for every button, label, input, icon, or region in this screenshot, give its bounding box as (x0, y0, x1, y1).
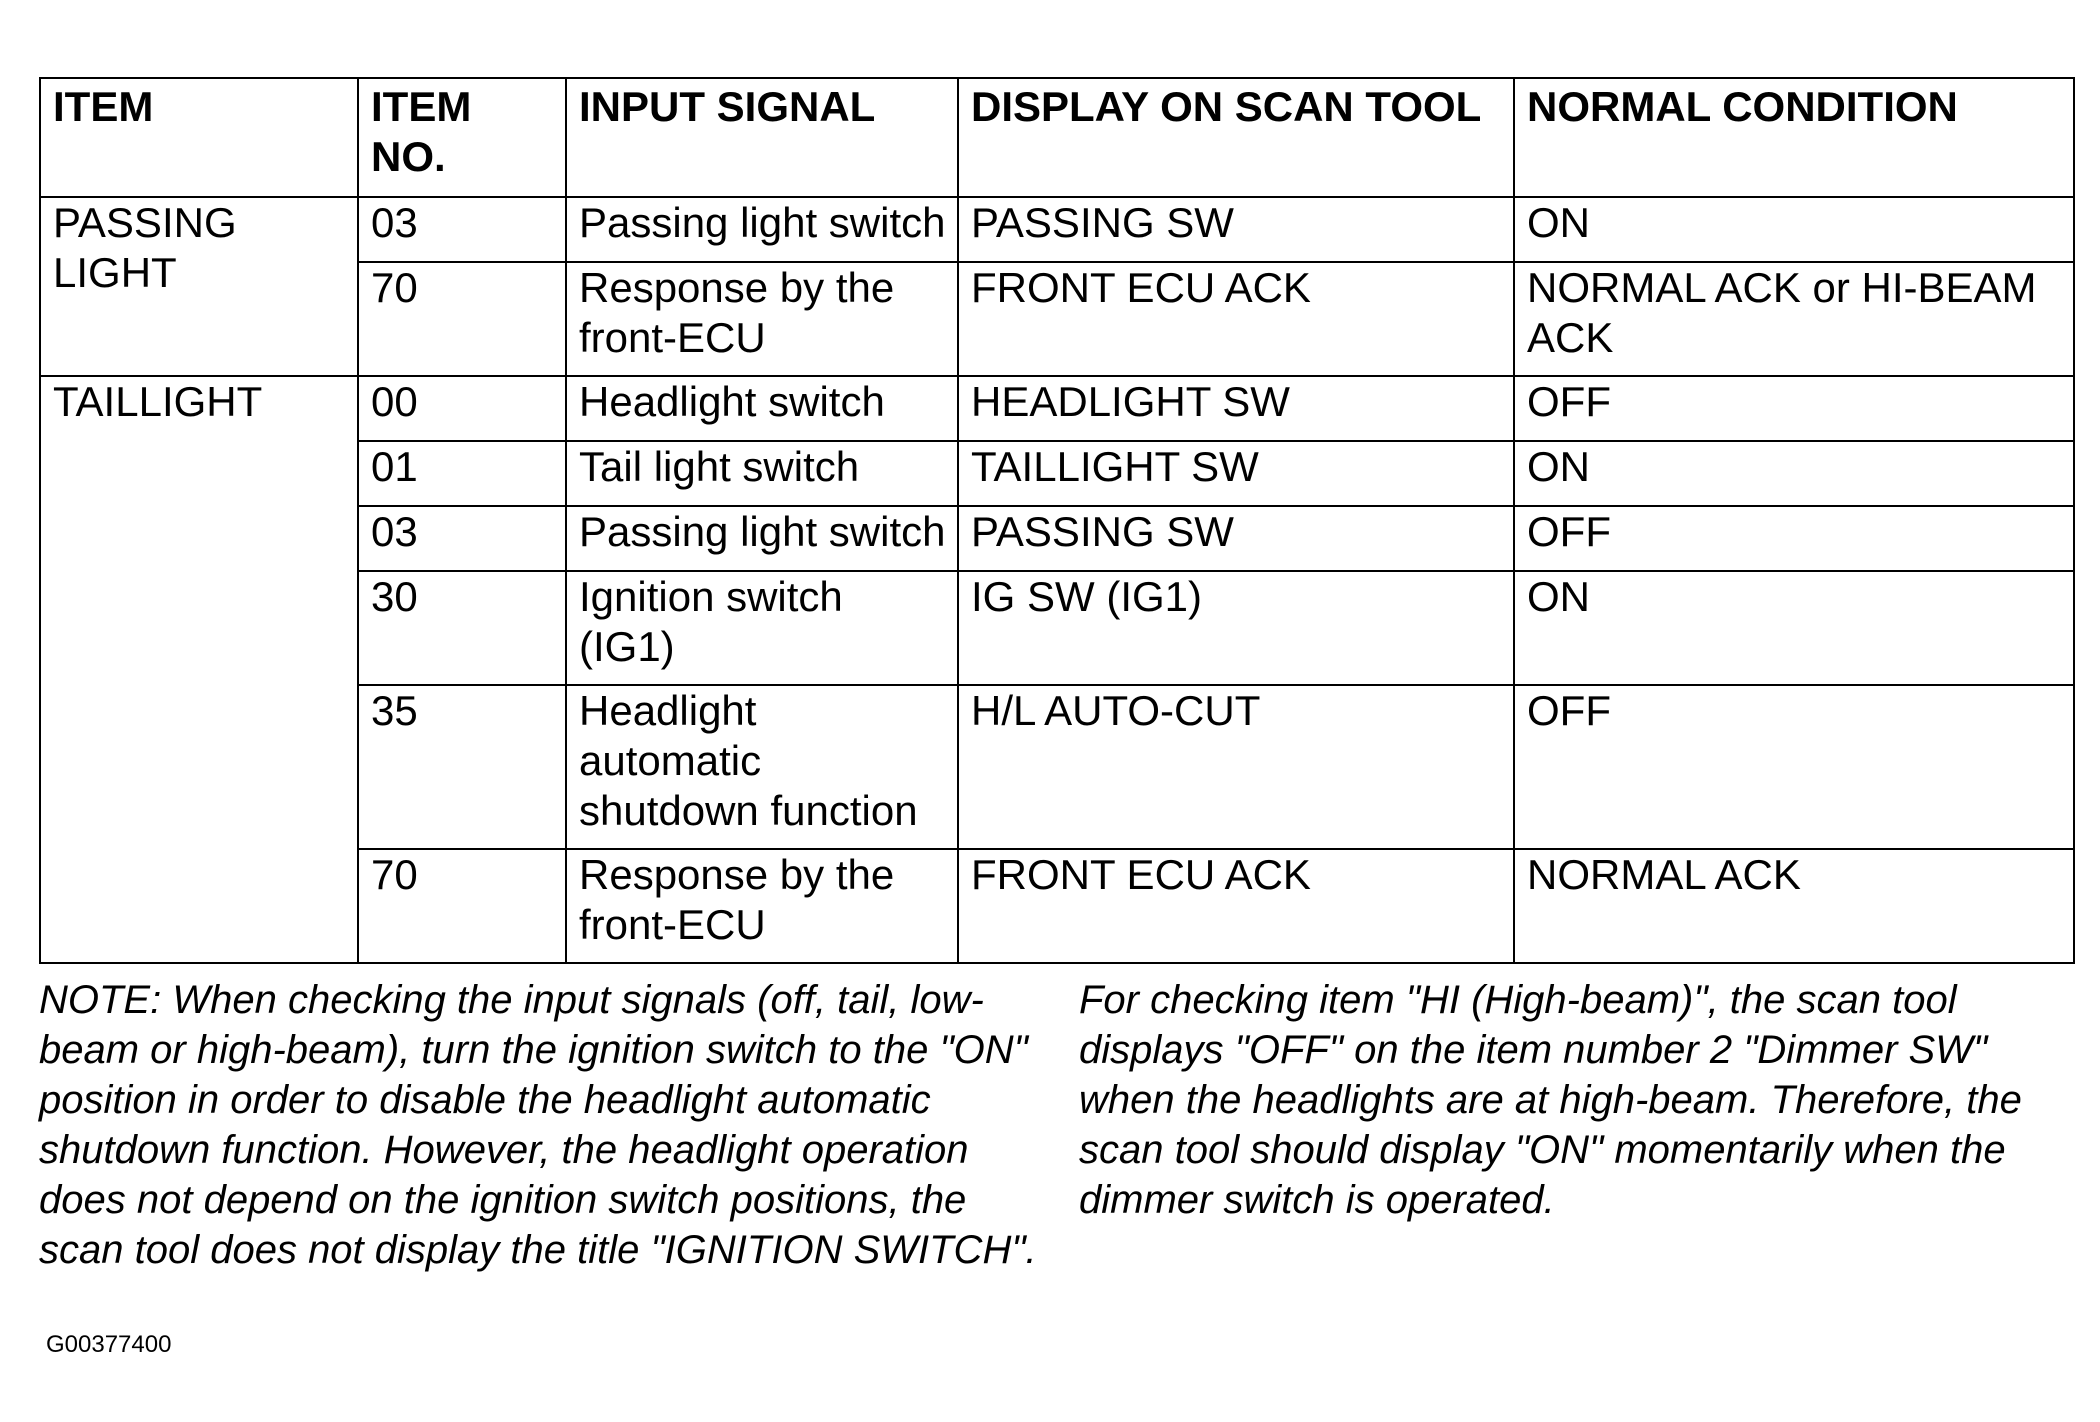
item-cell: PASSING LIGHT (40, 197, 358, 376)
input-signal-cell: Passing light switch (566, 197, 958, 262)
figure-code: G00377400 (46, 1331, 172, 1358)
item-no-cell: 70 (358, 849, 566, 963)
input-signal-cell: Response by the front-ECU (566, 849, 958, 963)
condition-cell: ON (1514, 197, 2074, 262)
input-signal-cell: Headlight switch (566, 376, 958, 441)
item-no-cell: 03 (358, 506, 566, 571)
input-signal-cell: Passing light switch (566, 506, 958, 571)
header-item-no: ITEM NO. (358, 78, 566, 197)
header-input-signal: INPUT SIGNAL (566, 78, 958, 197)
item-cell: TAILLIGHT (40, 376, 358, 963)
header-display-on-scan-tool: DISPLAY ON SCAN TOOL (958, 78, 1514, 197)
table-header-row (40, 78, 2074, 197)
item-no-cell: 70 (358, 262, 566, 376)
display-cell: H/L AUTO-CUT (958, 685, 1514, 849)
display-cell: PASSING SW (958, 506, 1514, 571)
table-row (40, 376, 2074, 441)
item-no-cell: 00 (358, 376, 566, 441)
condition-cell: NORMAL ACK or HI-BEAM ACK (1514, 262, 2074, 376)
note-high-beam: For checking item "HI (High-beam)", the scan tool displays "OFF" on the item number 2 "Dimmer SW" when the headlights are at high-beam. Therefore, the scan tool should display "ON" momentarily when the dimmer switch is operated. (1079, 978, 2022, 1222)
condition-cell: NORMAL ACK (1514, 849, 2074, 963)
input-signal-cell: Tail light switch (566, 441, 958, 506)
condition-cell: OFF (1514, 685, 2074, 849)
condition-cell: OFF (1514, 376, 2074, 441)
item-no-cell: 35 (358, 685, 566, 849)
condition-cell: ON (1514, 571, 2074, 685)
display-cell: FRONT ECU ACK (958, 262, 1514, 376)
display-cell: HEADLIGHT SW (958, 376, 1514, 441)
item-no-cell: 03 (358, 197, 566, 262)
display-cell: FRONT ECU ACK (958, 849, 1514, 963)
header-item: ITEM (40, 78, 358, 197)
condition-cell: ON (1514, 441, 2074, 506)
note-ignition-switch: NOTE: When checking the input signals (off, tail, low-beam or high-beam), turn the ignition switch to the "ON" position in order to disable the headlight automatic shutdown function. However, the headlight operation does not depend on the ignition switch positions, the scan tool does not display the title "IGNITION SWITCH". (39, 978, 1037, 1272)
header-normal-condition: NORMAL CONDITION (1514, 78, 2074, 197)
display-cell: IG SW (IG1) (958, 571, 1514, 685)
display-cell: PASSING SW (958, 197, 1514, 262)
item-no-cell: 01 (358, 441, 566, 506)
input-signal-cell: Ignition switch (IG1) (566, 571, 958, 685)
item-no-cell: 30 (358, 571, 566, 685)
input-signal-cell: Headlight automatic shutdown function (566, 685, 958, 849)
input-signal-cell: Response by the front-ECU (566, 262, 958, 376)
table-row (40, 197, 2074, 262)
condition-cell: OFF (1514, 506, 2074, 571)
data-list-table (39, 77, 2075, 964)
display-cell: TAILLIGHT SW (958, 441, 1514, 506)
